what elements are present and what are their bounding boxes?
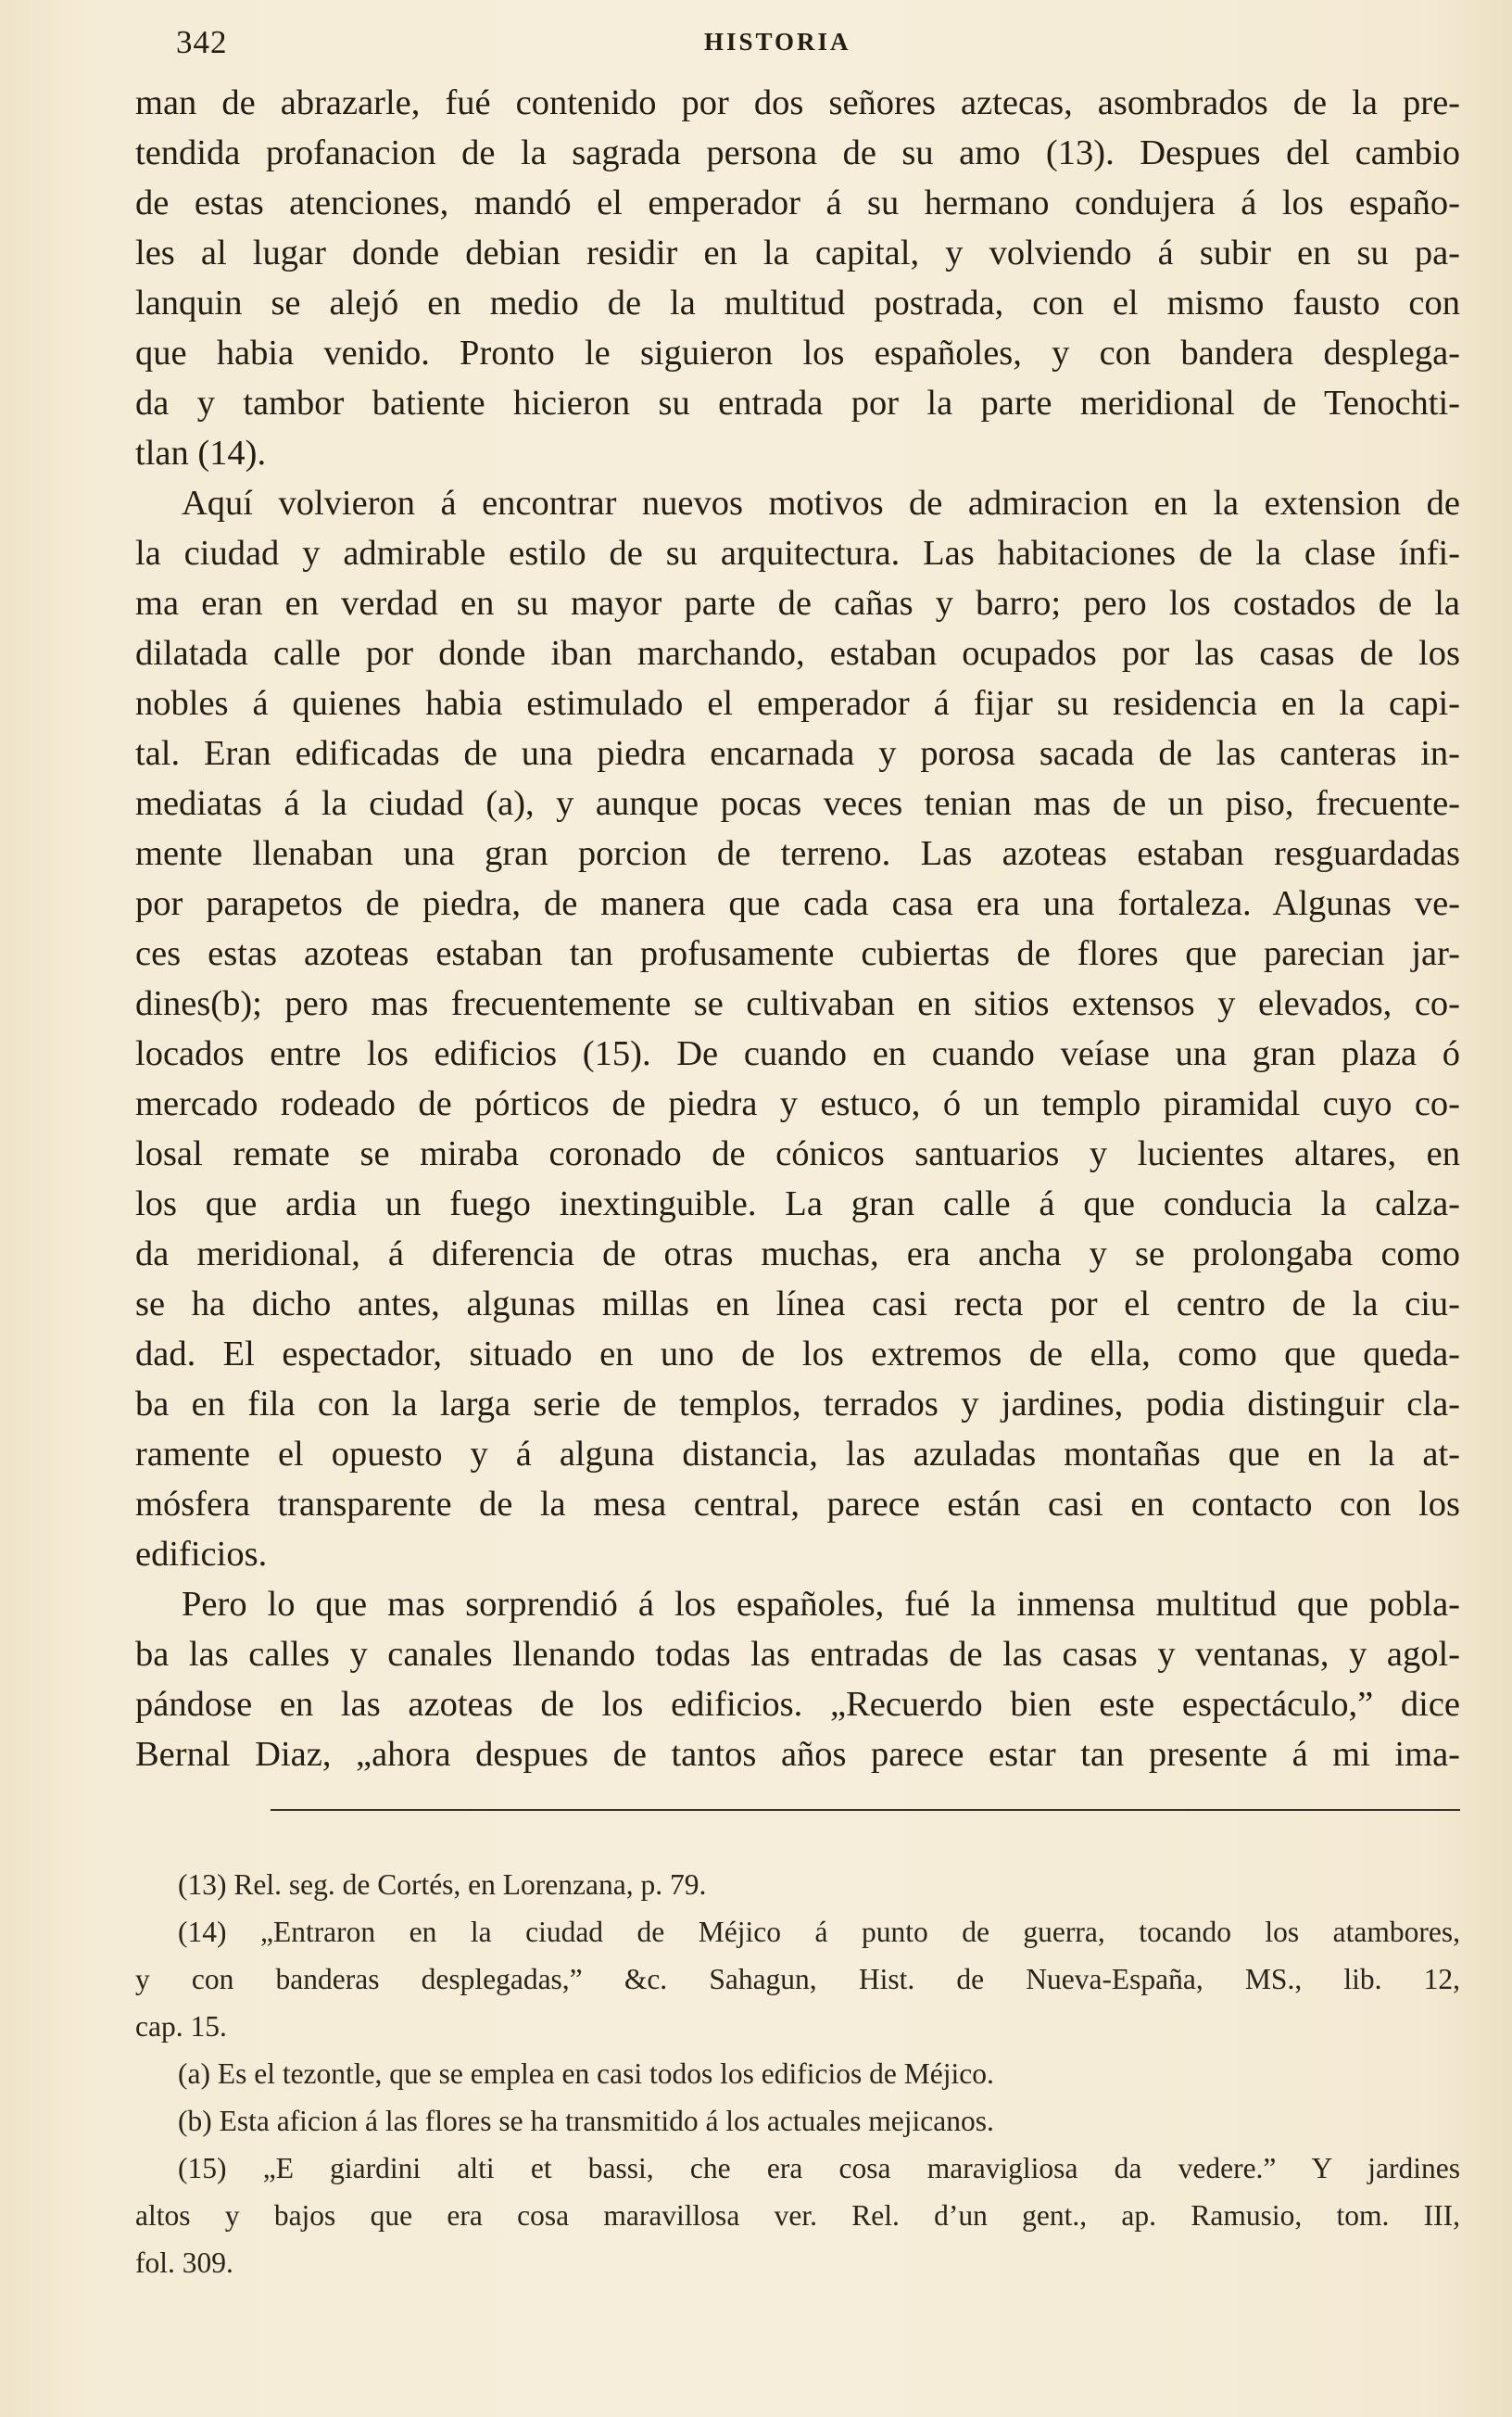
text-line: mente llenaban una gran porcion de terreno. Las azoteas estaban resguardadas xyxy=(135,834,1460,873)
text-line: mediatas á la ciudad (a), y aunque pocas veces tenian mas de un piso, frecuente- xyxy=(135,784,1460,823)
text-line: ba las calles y canales llenando todas las entradas de las casas y ventanas, y agol- xyxy=(135,1635,1460,1674)
footnote-line: (15) „E giardini alti et bassi, che era cosa maravigliosa da vedere.” Y jardines xyxy=(178,2152,1460,2184)
paragraph-start-line: Pero lo que mas sorprendió á los españoles, fué la inmensa multitud que pobla- xyxy=(182,1585,1460,1624)
text-line: tal. Eran edificadas de una piedra encarnada y porosa sacada de las canteras in- xyxy=(135,734,1460,773)
text-line: de estas atenciones, mandó el emperador á su hermano condujera á los españo- xyxy=(135,183,1460,222)
text-line: dilatada calle por donde iban marchando, estaban ocupados por las casas de los xyxy=(135,634,1460,673)
text-line: nobles á quienes habia estimulado el emperador á fijar su residencia en la capi- xyxy=(135,684,1460,723)
text-line: que habia venido. Pronto le siguieron los españoles, y con bandera desplega- xyxy=(135,334,1460,373)
footnote-line: (a) Es el tezontle, que se emplea en casi todos los edificios de Méjico. xyxy=(178,2057,994,2090)
text-line: locados entre los edificios (15). De cuando en cuando veíase una gran plaza ó xyxy=(135,1034,1460,1073)
text-line: pándose en las azoteas de los edificios. „Recuerdo bien este espectáculo,” dice xyxy=(135,1685,1460,1724)
footnote-line: altos y bajos que era cosa maravillosa ver. Rel. d’un gent., ap. Ramusio, tom. III, xyxy=(135,2199,1460,2232)
text-line: mósfera transparente de la mesa central, parece están casi en contacto con los xyxy=(135,1485,1460,1524)
text-line: ma eran en verdad en su mayor parte de cañas y barro; pero los costados de la xyxy=(135,584,1460,623)
main-text xyxy=(135,78,1460,1779)
text-line: ces estas azoteas estaban tan profusamente cubiertas de flores que parecian jar- xyxy=(135,934,1460,973)
footnotes xyxy=(135,1861,1460,2286)
running-title: HISTORIA xyxy=(704,28,851,56)
text-line: da y tambor batiente hicieron su entrada por la parte meridional de Tenochti- xyxy=(135,384,1460,423)
footnote-line: (14) „Entraron en la ciudad de Méjico á punto de guerra, tocando los atambores, xyxy=(178,1916,1460,1948)
text-line: lanquin se alejó en medio de la multitud postrada, con el mismo fausto con xyxy=(135,284,1460,323)
text-line: losal remate se miraba coronado de cónicos santuarios y lucientes altares, en xyxy=(135,1134,1460,1173)
text-line: Bernal Diaz, „ahora despues de tantos años parece estar tan presente á mi ima- xyxy=(135,1735,1460,1774)
footnote-line: (13) Rel. seg. de Cortés, en Lorenzana, p. 79. xyxy=(178,1868,707,1901)
text-line: la ciudad y admirable estilo de su arquitectura. Las habitaciones de la clase ínfi- xyxy=(135,534,1460,573)
footnote-line: y con banderas desplegadas,” &c. Sahagun, Hist. de Nueva-España, MS., lib. 12, xyxy=(135,1963,1460,1995)
text-line: dines(b); pero mas frecuentemente se cultivaban en sitios extensos y elevados, co- xyxy=(135,984,1460,1023)
text-line: los que ardia un fuego inextinguible. La gran calle á que conducia la calza- xyxy=(135,1184,1460,1223)
text-line: ramente el opuesto y á alguna distancia, las azuladas montañas que en la at- xyxy=(135,1435,1460,1474)
text-line: ba en fila con la larga serie de templos, terrados y jardines, podia distinguir cla- xyxy=(135,1385,1460,1424)
text-line: les al lugar donde debian residir en la capital, y volviendo á subir en su pa- xyxy=(135,234,1460,272)
footnote-line: (b) Esta aficion á las flores se ha transmitido á los actuales mejicanos. xyxy=(178,2105,994,2137)
text-line: dad. El espectador, situado en uno de los extremos de ella, como que queda- xyxy=(135,1335,1460,1373)
text-line: da meridional, á diferencia de otras muchas, era ancha y se prolongaba como xyxy=(135,1234,1460,1273)
text-line: edificios. xyxy=(135,1535,268,1574)
page-header xyxy=(176,24,1492,70)
text-line: man de abrazarle, fué contenido por dos señores aztecas, asombrados de la pre- xyxy=(135,83,1460,122)
text-line: por parapetos de piedra, de manera que cada casa era una fortaleza. Algunas ve- xyxy=(135,884,1460,923)
paragraph-start-line: Aquí volvieron á encontrar nuevos motivos de admiracion en la extension de xyxy=(182,484,1460,523)
text-line: tlan (14). xyxy=(135,434,267,473)
text-line: mercado rodeado de pórticos de piedra y estuco, ó un templo piramidal cuyo co- xyxy=(135,1084,1460,1123)
text-line: tendida profanacion de la sagrada persona de su amo (13). Despues del cambio xyxy=(135,133,1460,172)
footnote-line: fol. 309. xyxy=(135,2246,233,2279)
footnote-divider xyxy=(271,1809,1460,1811)
text-line: se ha dicho antes, algunas millas en línea casi recta por el centro de la ciu- xyxy=(135,1284,1460,1323)
page-number: 342 xyxy=(176,24,228,60)
footnote-line: cap. 15. xyxy=(135,2010,227,2043)
